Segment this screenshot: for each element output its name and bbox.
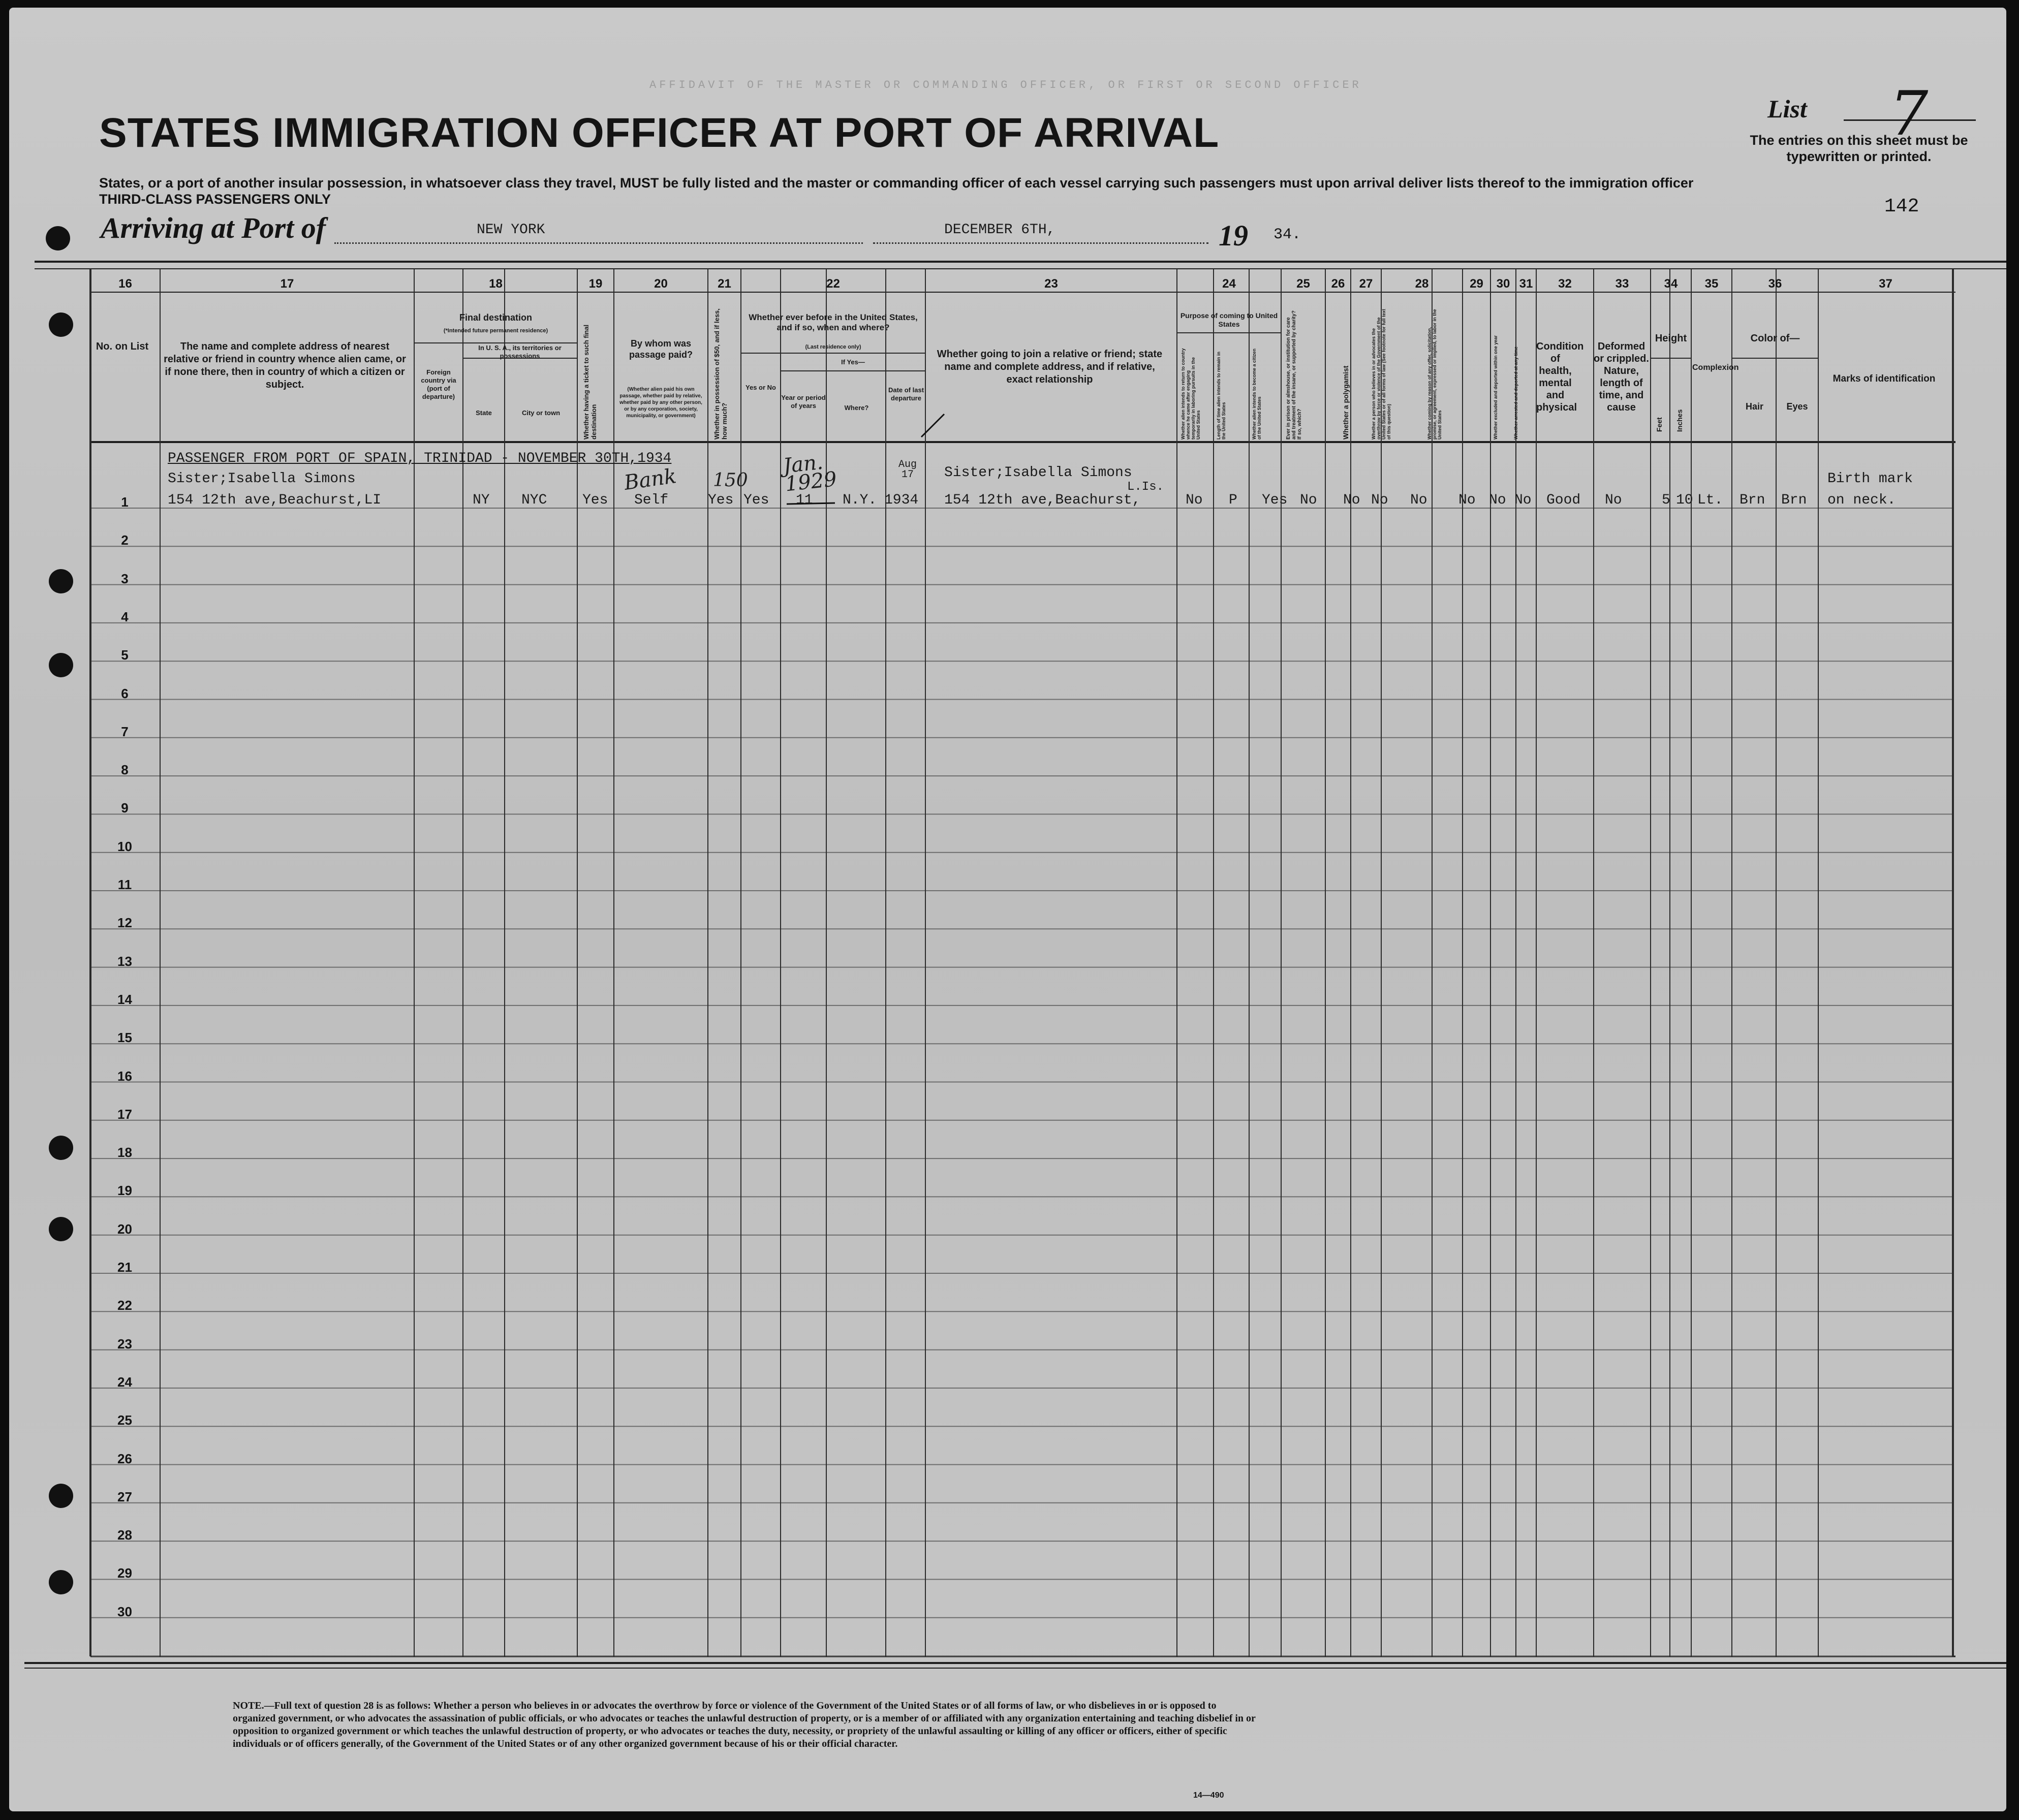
- column-number: 22: [826, 277, 840, 291]
- years-handwritten: Jan. 1929: [782, 450, 838, 496]
- column-number: 17: [280, 277, 294, 291]
- row-number: 30: [117, 1604, 132, 1619]
- purpose-return-value: No: [1186, 492, 1203, 508]
- arriving-label: Arriving at Port of: [101, 211, 326, 244]
- col29-header: Whether excluded and deported within one year: [1493, 335, 1498, 440]
- col34-header: Height: [1655, 333, 1687, 344]
- row-number: 11: [117, 877, 132, 892]
- relative-line-1: Sister;Isabella Simons: [168, 471, 356, 487]
- join-line-1b: L.Is.: [1127, 480, 1164, 494]
- col24-return: Whether alien intends to return to country whence he came after engaging temporarily in laboring pursuits in the United States: [1181, 348, 1201, 440]
- paid-by-handwritten: Bank: [623, 464, 678, 495]
- column-number: 32: [1558, 277, 1572, 291]
- col24-length: Length of time alien intends to remain in the United States: [1216, 351, 1226, 440]
- row-number: 20: [117, 1221, 132, 1237]
- arrested-value: No: [1489, 492, 1506, 508]
- year-prefix: 19: [1219, 219, 1248, 252]
- purpose-citizen-value: Yes: [1262, 492, 1288, 508]
- join-line-2: 154 12th ave,Beachurst,: [944, 492, 1141, 508]
- row-number: 2: [121, 532, 129, 548]
- state-value: NY: [473, 492, 490, 508]
- row-number: 27: [117, 1489, 132, 1504]
- column-number: 31: [1519, 277, 1533, 291]
- page-title: STATES IMMIGRATION OFFICER AT PORT OF ARRIVAL: [99, 110, 1220, 156]
- row-number: 13: [117, 953, 132, 969]
- excluded-value: No: [1458, 492, 1476, 508]
- anarchist-value: No: [1371, 492, 1388, 508]
- column-number: 29: [1470, 277, 1483, 291]
- col36-eyes: Eyes: [1786, 401, 1808, 412]
- col21-header: Whether in possession of $50, and if less, how much?: [713, 308, 728, 440]
- column-number: 30: [1496, 277, 1510, 291]
- column-number: 21: [718, 277, 731, 291]
- purpose-length-value: P: [1229, 492, 1237, 508]
- col23-header: Whether going to join a relative or friend; state name and complete address, and if relative, exact relationship: [937, 349, 1163, 385]
- row-number: 21: [117, 1260, 132, 1275]
- col36-hair: Hair: [1745, 401, 1763, 412]
- column-number: 24: [1222, 277, 1236, 291]
- row-number: 14: [117, 991, 132, 1007]
- inches-value: 10: [1676, 492, 1693, 508]
- row-number: 4: [121, 609, 129, 624]
- col18-usa: In U. S. A., its territories or possessions: [478, 344, 562, 360]
- col26-header: Whether a polygamist: [1342, 365, 1350, 440]
- eyes-value: Brn: [1781, 492, 1807, 508]
- column-number: 23: [1044, 277, 1058, 291]
- column-number: 28: [1415, 277, 1429, 291]
- feet-value: 5: [1662, 492, 1670, 508]
- col18-header: Final destination: [459, 312, 532, 323]
- money-value: Yes: [708, 492, 734, 508]
- years-struck-value: 11: [796, 492, 813, 508]
- col18-sub: (*Intended future permanent residence): [443, 328, 548, 334]
- column-number: 33: [1615, 277, 1629, 291]
- row-number: 23: [117, 1336, 132, 1352]
- row-number: 5: [121, 647, 129, 663]
- before-yes-value: Yes: [743, 492, 769, 508]
- last-departure-year: 1934: [884, 492, 919, 508]
- money-handwritten: 150: [713, 470, 748, 491]
- paid-by-value: Self: [634, 492, 669, 508]
- column-number: 36: [1768, 277, 1782, 291]
- col18-city: City or town: [521, 409, 561, 417]
- row-number: 15: [117, 1030, 132, 1046]
- col34-inches: Inches: [1675, 409, 1684, 432]
- col22-departure: Date of last departure: [888, 386, 924, 402]
- city-value: NYC: [521, 492, 547, 508]
- column-number: 25: [1296, 277, 1310, 291]
- col24-header: Purpose of coming to United States: [1180, 311, 1278, 328]
- row-number: 3: [121, 571, 129, 586]
- passenger-from-line: PASSENGER FROM PORT OF SPAIN, TRINIDAD - NOVEMBER 30TH,1934: [168, 451, 672, 466]
- col30-header: Whether arrested and deported at any time: [1513, 346, 1518, 440]
- deformed-value: No: [1605, 492, 1622, 508]
- marks-line-1: Birth mark: [1827, 471, 1913, 487]
- row-number: 17: [117, 1106, 132, 1122]
- col27-header: Whether a person who believes in or advocates the overthrow by force or violence of the Government of the United States or of all forms of law (See footnote for full text of this question): [1371, 308, 1391, 440]
- column-number: 34: [1664, 277, 1678, 291]
- column-number: 16: [118, 277, 132, 291]
- col22-ifyes: If Yes—: [841, 358, 865, 366]
- column-number: 26: [1331, 277, 1345, 291]
- col25-header: Ever in prison or almshouse, or institution for care and treatment of the insane, or supported by charity? If so, which?: [1286, 310, 1302, 440]
- column-number: 37: [1879, 277, 1892, 291]
- col28-header: Whether coming by reason of any offer, solicitation, promise, or agreement, expressed or implied, to labor in the United States: [1427, 309, 1442, 440]
- row-number: 12: [117, 915, 132, 931]
- col20-header: By whom was passage paid?: [629, 338, 693, 360]
- page-subtitle: States, or a port of another insular possession, in whatsoever class they travel, MUST be fully listed and the master or commanding officer of each vessel carrying such passengers must upon arrival deliver lists thereof to the immigration officer: [99, 175, 1694, 191]
- row-number: 24: [117, 1374, 132, 1390]
- date-value: DECEMBER 6TH,: [944, 222, 1055, 238]
- row-number: 10: [117, 838, 132, 854]
- form-number: 14—490: [1193, 1791, 1224, 1800]
- marks-line-2: on neck.: [1827, 492, 1896, 508]
- row-number: 9: [121, 800, 129, 816]
- col22-where: Where?: [844, 404, 869, 412]
- row-number: 22: [117, 1298, 132, 1313]
- join-line-1: Sister;Isabella Simons: [944, 465, 1132, 481]
- col36-header: Color of—: [1750, 333, 1800, 344]
- prison-value: No: [1300, 492, 1317, 508]
- column-number: 20: [654, 277, 668, 291]
- col22-header: Whether ever before in the United States, and if so, when and where?: [749, 312, 918, 332]
- ticket-value: Yes: [582, 492, 608, 508]
- col16-header: No. on List: [96, 341, 149, 352]
- hair-value: Brn: [1740, 492, 1765, 508]
- complexion-value: Lt.: [1697, 492, 1723, 508]
- labor-offer-value: No: [1410, 492, 1427, 508]
- row-number: 26: [117, 1451, 132, 1466]
- row-number: 25: [117, 1413, 132, 1428]
- row-number: 16: [117, 1068, 132, 1084]
- relative-line-2: 154 12th ave,Beachurst,LI: [168, 492, 382, 508]
- col37-header: Marks of identification: [1832, 373, 1936, 384]
- col32-header: Condition of health, mental and physical: [1536, 341, 1584, 413]
- list-label: List: [1767, 95, 1807, 123]
- list-number: 7: [1889, 79, 1929, 149]
- col24-citizen: Whether alien intends to become a citizen of the United States: [1252, 348, 1262, 440]
- row-number: 19: [117, 1183, 132, 1199]
- row-number: 29: [117, 1565, 132, 1581]
- row-number: 6: [121, 685, 129, 701]
- column-number: 35: [1704, 277, 1719, 291]
- where-value: N.Y.: [843, 492, 877, 508]
- col22-years: Year or period of years: [781, 394, 826, 410]
- column-number: 27: [1359, 277, 1373, 291]
- port-value: NEW YORK: [477, 222, 545, 238]
- row-number: 18: [117, 1145, 132, 1160]
- col18-foreign: Foreign country via (port of departure): [421, 368, 456, 400]
- row-number: 8: [121, 762, 129, 778]
- col18-state: State: [476, 409, 492, 417]
- last-departure-month: Aug 17: [898, 459, 917, 481]
- year-suffix: 34.: [1273, 226, 1301, 243]
- col17-header: The name and complete address of nearest relative or friend in country whence alien came, or if none there, then in country of which a citizen or subject.: [164, 341, 406, 390]
- column-number: 19: [588, 277, 603, 291]
- page-number: 142: [1884, 196, 1919, 217]
- manifest-sheet: [9, 8, 2006, 1811]
- bleed-through-text: AFFIDAVIT OF THE MASTER OR COMMANDING OFFICER, OR FIRST OR SECOND OFFICER: [649, 79, 1362, 91]
- health-value: Good: [1546, 492, 1581, 508]
- col19-header: Whether having a ticket to such final destination: [582, 324, 598, 440]
- col22-sub: (Last residence only): [805, 344, 861, 350]
- col33-header: Deformed or crippled. Nature, length of time, and cause: [1594, 341, 1649, 413]
- col34-feet: Feet: [1655, 417, 1663, 432]
- row-number: 1: [121, 494, 129, 510]
- row-number: 28: [117, 1527, 132, 1543]
- row-number: 7: [121, 724, 129, 739]
- col22-yesno: Yes or No: [746, 384, 776, 391]
- polygamist-value: No: [1343, 492, 1360, 508]
- class-line: THIRD-CLASS PASSENGERS ONLY: [99, 192, 331, 207]
- list-note: The entries on this sheet must be typewritten or printed.: [1750, 133, 1968, 164]
- col31-value: No: [1514, 492, 1532, 508]
- footnote: NOTE.—Full text of question 28 is as follows: Whether a person who believes in or advocates the overthrow by force or violence of the Government of the United States or of all forms of law, or who disbelieves in or is opposed to organized government, or who advocates the assassination of public officials, or who advocates or teaches the unlawful destruction of property, or is a member of or affiliated with any organization entertaining and teaching disbelief in or opposition to organized government or which teaches the unlawful destruction of property, or who advocates or teaches the duty, necessity, or propriety of the unlawful assaulting or killing of any officer or officers, either of specific individuals or of officers generally, of the Government of the United States or of any other organized government because of his or their official character.: [233, 1700, 1256, 1749]
- column-number: 18: [489, 277, 503, 291]
- col35-header: Complexion: [1692, 363, 1739, 372]
- col20-sub: (Whether alien paid his own passage, whether paid by relative, whether paid by any other person, or by any corporation, society, municipality, or government): [619, 387, 702, 419]
